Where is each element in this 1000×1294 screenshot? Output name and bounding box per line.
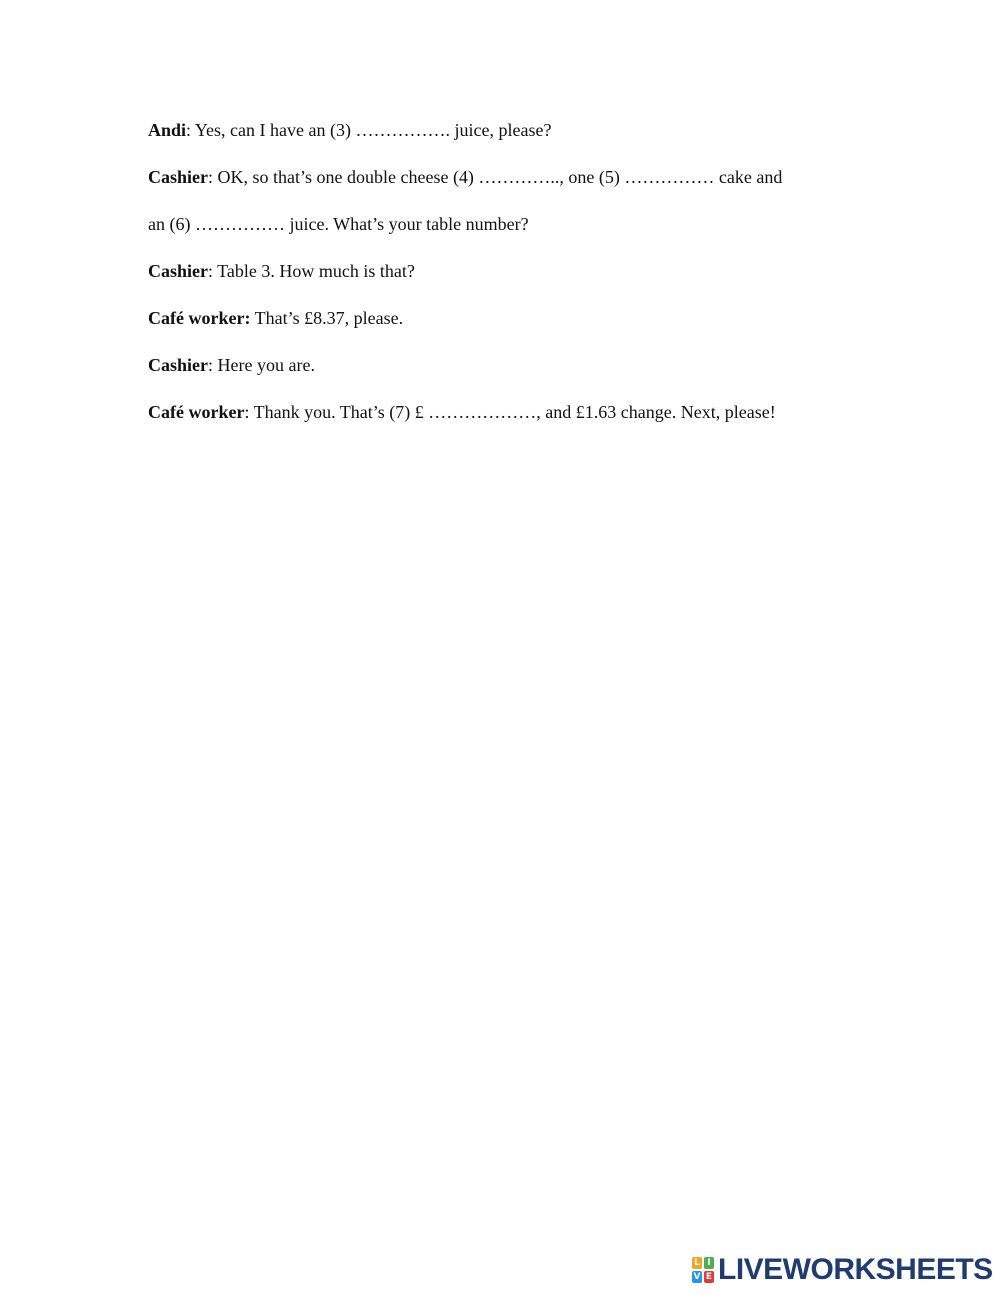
speaker-name: Café worker: xyxy=(148,308,251,328)
dialogue-line-cashier xyxy=(148,259,415,283)
dialogue-text: : Thank you. That’s (7) £ ………………, and £1.63 change. Next, please! xyxy=(244,402,776,422)
speaker-name: Cashier xyxy=(148,355,208,375)
dialogue-line-continuation xyxy=(148,212,529,236)
dialogue-text: That’s £8.37, please. xyxy=(250,308,404,328)
speaker-name: Cashier xyxy=(148,167,208,187)
dialogue-text: : Yes, can I have an (3) ……………. juice, please? xyxy=(186,120,552,140)
dialogue-text: an (6) …………… juice. What’s your table number? xyxy=(148,214,529,234)
dialogue-line-cashier xyxy=(148,353,315,377)
logo-mark-icon xyxy=(692,1257,714,1283)
liveworksheets-logo xyxy=(692,1253,993,1286)
dialogue-text: : Table 3. How much is that? xyxy=(208,261,415,281)
logo-mark-letter: I xyxy=(704,1257,714,1269)
speaker-name: Andi xyxy=(148,120,187,140)
logo-mark-letter: V xyxy=(693,1272,701,1282)
dialogue-line-andi xyxy=(148,118,551,142)
dialogue-text: : Here you are. xyxy=(208,355,315,375)
logo-mark-letter: E xyxy=(705,1272,713,1282)
logo-mark-letter: L xyxy=(692,1257,702,1269)
dialogue-line-cafe-worker xyxy=(148,400,776,424)
logo-text: LIVEWORKSHEETS xyxy=(718,1253,993,1286)
speaker-name: Cashier xyxy=(148,261,208,281)
dialogue-line-cashier xyxy=(148,165,782,189)
speaker-name: Café worker xyxy=(148,402,245,422)
dialogue-line-cafe-worker xyxy=(148,306,403,330)
dialogue-text: : OK, so that’s one double cheese (4) ………….., one (5) …………… cake and xyxy=(208,167,783,187)
